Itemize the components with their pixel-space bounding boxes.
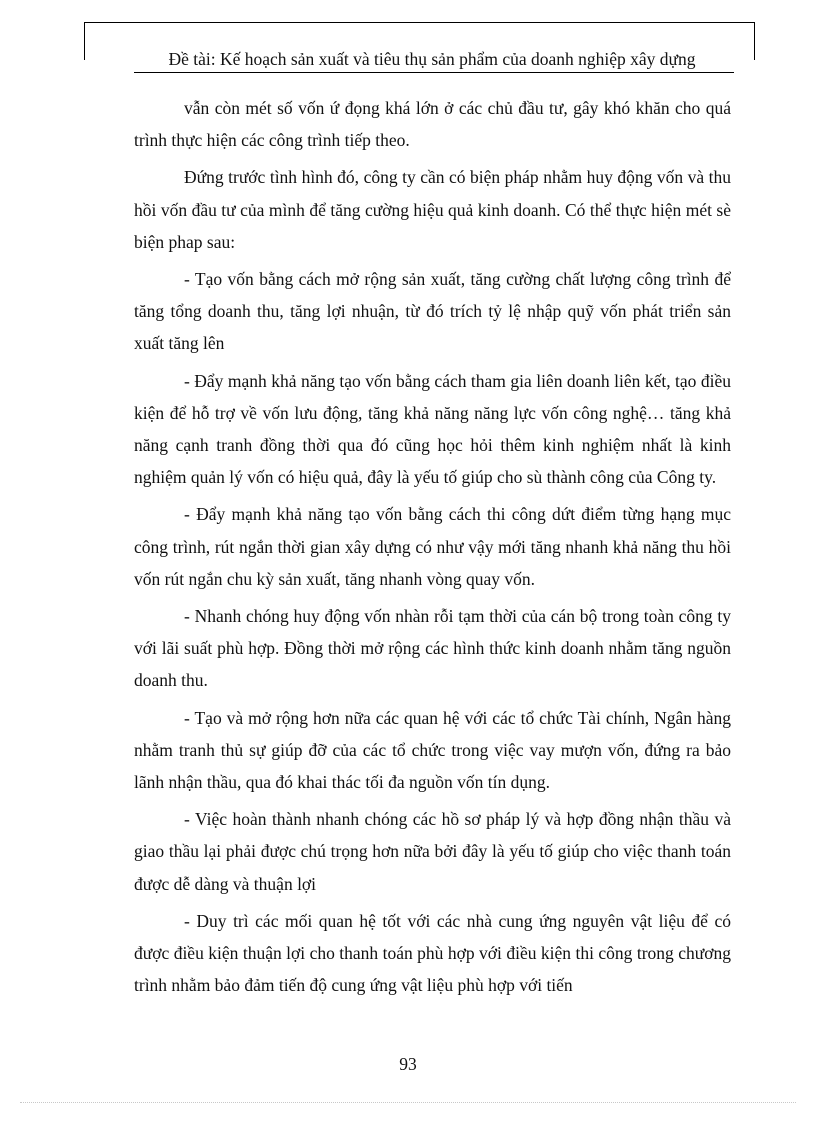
footer-dotted-rule	[20, 1102, 796, 1103]
paragraph: Đứng trước tình hình đó, công ty cần có biện pháp nhằm huy động vốn và thu hồi vốn đầu tư của mình để tăng cường hiệu quả kinh doanh. Có thể thực hiện mét sè biện phap sau:	[134, 167, 731, 252]
page-border-top	[84, 22, 754, 23]
running-header-title: Đề tài: Kế hoạch sản xuất và tiêu thụ sản phẩm của doanh nghiệp xây dựng	[168, 49, 696, 69]
paragraph: - Nhanh chóng huy động vốn nhàn rỗi tạm thời của cán bộ trong toàn công ty với lãi suất phù hợp. Đồng thời mở rộng các hình thức kinh doanh nhằm tăng nguồn doanh thu.	[134, 606, 731, 691]
page-border-right	[754, 22, 755, 60]
paragraph: - Việc hoàn thành nhanh chóng các hồ sơ pháp lý và hợp đồng nhận thầu và giao thầu lại phải được chú trọng hơn nữa bởi đây là yếu tố giúp cho việc thanh toán được dễ dàng và thuận lợi	[134, 809, 731, 894]
paragraph: - Tạo vốn bằng cách mở rộng sản xuất, tăng cường chất lượng công trình để tăng tổng doanh thu, tăng lợi nhuận, từ đó trích tỷ lệ nhập quỹ vốn phát triển sản xuất tăng lên	[134, 269, 731, 354]
header-rule	[134, 72, 734, 73]
paragraph: vẫn còn mét số vốn ứ đọng khá lớn ở các chủ đầu tư, gây khó khăn cho quá trình thực hiện các công trình tiếp theo.	[134, 98, 731, 151]
paragraph: - Duy trì các mối quan hệ tốt với các nhà cung ứng nguyên vật liệu để có được điều kiện thuận lợi cho thanh toán phù hợp với điều kiện thi công trong chương trình nhằm bảo đảm tiến độ cung ứng vật liệu phù hợp với tiến	[134, 910, 731, 996]
paragraph: - Tạo và mở rộng hơn nữa các quan hệ với các tổ chức Tài chính, Ngân hàng nhằm tranh thủ sự giúp đỡ của các tổ chức trong việc vay mượn vốn, đứng ra bảo lãnh nhận thầu, qua đó khai thác tối đa nguồn vốn tín dụng.	[134, 707, 731, 793]
paragraph: - Đẩy mạnh khả năng tạo vốn bằng cách thi công dứt điểm từng hạng mục công trình, rút ngắn thời gian xây dựng có như vậy mới tăng nhanh khả năng thu hồi vốn rút ngắn chu kỳ sản xuất, tăng nhanh vòng quay vốn.	[134, 504, 731, 589]
body-text	[134, 92, 731, 1006]
page-number: 93	[399, 1054, 417, 1074]
page-border-left	[84, 22, 85, 60]
paragraph: - Đẩy mạnh khả năng tạo vốn bằng cách tham gia liên doanh liên kết, tạo điều kiện để hỗ trợ về vốn lưu động, tăng khả năng năng lực vốn công nghệ… tăng khả năng cạnh tranh đồng thời qua đó cũng học hỏi thêm kinh nghiệm nhất là kinh nghiệm quản lý vốn có hiệu quả, đây là yếu tố giúp cho sù thành công của Công ty.	[134, 370, 731, 488]
